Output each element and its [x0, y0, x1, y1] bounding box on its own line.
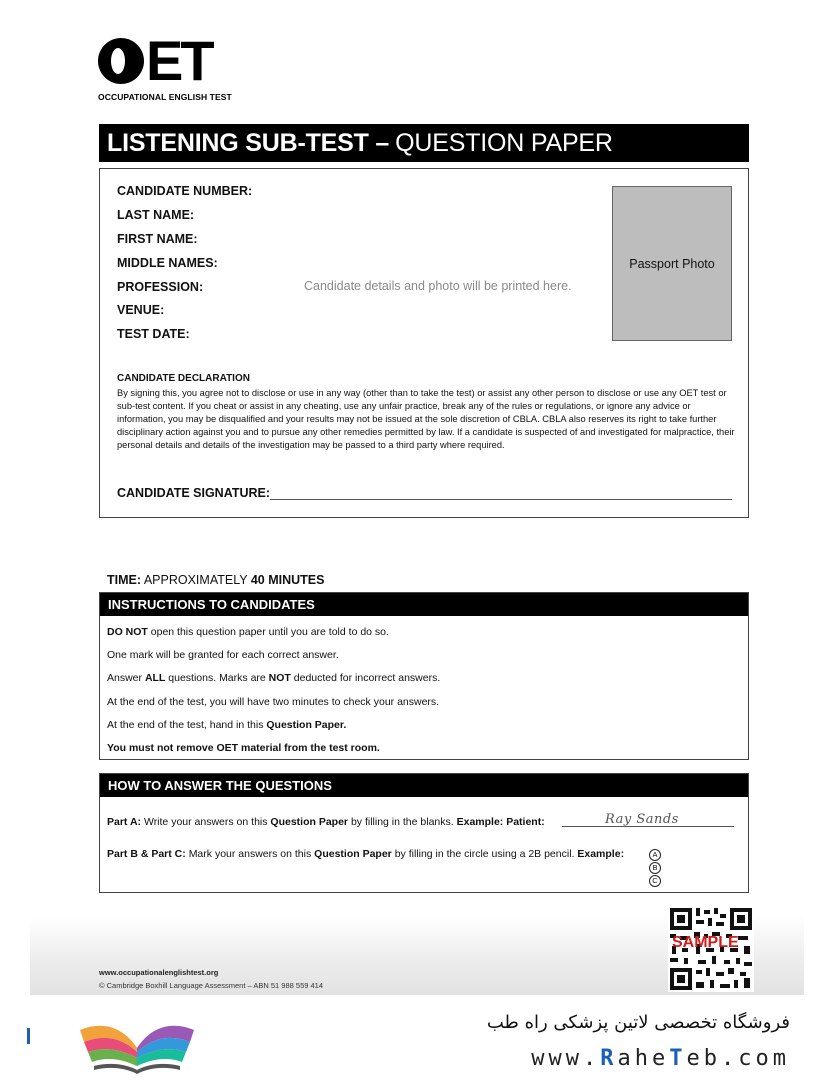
passport-photo-label: Passport Photo [629, 256, 715, 271]
field-profession: PROFESSION: [117, 280, 204, 294]
instruction-4: At the end of the test, you will have two minutes to check your answers. [107, 696, 440, 708]
instruction-1-rest: open this question paper until you are told to do so. [150, 626, 389, 638]
passport-photo [612, 186, 732, 341]
time-approx: APPROXIMATELY [143, 573, 248, 587]
how-heading [100, 774, 748, 797]
site-part-c: eb.com [686, 1046, 790, 1071]
field-test-date: TEST DATE: [117, 327, 190, 341]
details-placeholder: Candidate details and photo will be printed here. [304, 279, 572, 293]
store-name-persian: فروشگاه تخصصی لاتین پزشکی راه طب [486, 1012, 790, 1033]
title-regular: QUESTION PAPER [395, 128, 613, 157]
time-duration: 40 MINUTES [250, 573, 325, 587]
signature-label: CANDIDATE SIGNATURE: [117, 486, 271, 500]
part-a-text: Write your answers on this [143, 816, 268, 828]
part-bc-qp: Question Paper [314, 848, 392, 860]
store-website[interactable] [446, 1046, 790, 1071]
book-logo-icon [74, 1008, 200, 1076]
candidate-details-box [99, 168, 749, 518]
logo-subtitle: OCCUPATIONAL ENGLISH TEST [98, 92, 232, 102]
field-venue: VENUE: [117, 303, 165, 317]
part-a-label: Part A: [107, 816, 142, 828]
title-bold: LISTENING SUB-TEST – [107, 128, 390, 157]
option-a-circle: A [649, 849, 661, 861]
part-bc-example: Example: [577, 848, 625, 860]
oet-logo [98, 29, 232, 102]
banner-edge-mark [27, 1028, 30, 1044]
site-part-t: T [669, 1046, 687, 1071]
instructions-heading [100, 593, 748, 616]
instruction-1 [107, 626, 389, 638]
site-part-b: ahe [617, 1046, 670, 1071]
logo-letters: ET [146, 29, 212, 92]
part-bc-label: Part B & Part C: [107, 848, 186, 860]
instructions-heading-text: INSTRUCTIONS TO CANDIDATES [108, 597, 315, 612]
instruction-1-bold: DO NOT [107, 626, 148, 638]
instruction-3-a: Answer [107, 672, 143, 684]
how-heading-text: HOW TO ANSWER THE QUESTIONS [108, 778, 332, 793]
instruction-2: One mark will be granted for each correct answer. [107, 649, 339, 661]
instruction-3 [107, 672, 440, 684]
instruction-5-a: At the end of the test, hand in this [107, 719, 264, 731]
part-a-qp: Question Paper [270, 816, 349, 828]
instruction-3-e: deducted for incorrect answers. [293, 672, 441, 684]
footer-url: www.occupationalenglishtest.org [99, 968, 219, 977]
example-handwritten-answer: Ray Sands [605, 812, 679, 827]
sample-watermark: SAMPLE [672, 934, 739, 951]
time-allowed [107, 573, 324, 587]
declaration-text: By signing this, you agree not to disclose or use in any way (other than to take the test) or assist any other person to disclose or use any OET test or sub-test content. If you cheat or assist in any cheating, use any unfair practice, break any of the rules or regulations, or ignore any advice or information, you may be disqualified and your results may not be issued at the sole discretion of CBLA. CBLA also reserves its right to take further disciplinary action against you and to pursue any other remedies permitted by law. If a candidate is suspected of and investigated for malpractice, their personal details and details of the investigation may be passed to a third party where required. [117, 388, 735, 450]
time-label: TIME: [107, 573, 142, 587]
field-first-name: FIRST NAME: [117, 232, 198, 246]
part-bc-instruction [107, 848, 624, 860]
field-last-name: LAST NAME: [117, 208, 195, 222]
footer-copyright: © Cambridge Boxhill Language Assessment – ABN 51 988 559 414 [99, 981, 324, 990]
part-bc-text: Mark your answers on this [188, 848, 312, 860]
declaration-title: CANDIDATE DECLARATION [117, 373, 250, 384]
logo-o-mark [98, 38, 144, 84]
part-bc-text2: by filling in the circle using a 2B pencil. [394, 848, 575, 860]
instruction-3-c: questions. Marks are [168, 672, 266, 684]
how-to-answer-box [99, 773, 749, 893]
instruction-3-b: ALL [144, 672, 166, 684]
signature-line[interactable] [270, 499, 732, 500]
instruction-5-b: Question Paper. [266, 719, 347, 731]
qr-code [668, 906, 754, 992]
field-candidate-number: CANDIDATE NUMBER: [117, 184, 253, 198]
part-a-instruction [107, 816, 545, 828]
page-title-bar [99, 124, 749, 162]
instruction-6: You must not remove OET material from the test room. [107, 742, 380, 754]
field-middle-names: MIDDLE NAMES: [117, 256, 218, 270]
site-part-a: www. [531, 1046, 601, 1071]
part-a-example: Example: Patient: [456, 816, 545, 828]
site-part-r: R [600, 1046, 618, 1071]
option-c-circle: C [649, 875, 661, 887]
instruction-3-d: NOT [268, 672, 291, 684]
instruction-5 [107, 719, 346, 731]
instructions-box [99, 592, 749, 760]
option-b-circle: B [649, 862, 661, 874]
part-a-text2: by filling in the blanks. [350, 816, 454, 828]
